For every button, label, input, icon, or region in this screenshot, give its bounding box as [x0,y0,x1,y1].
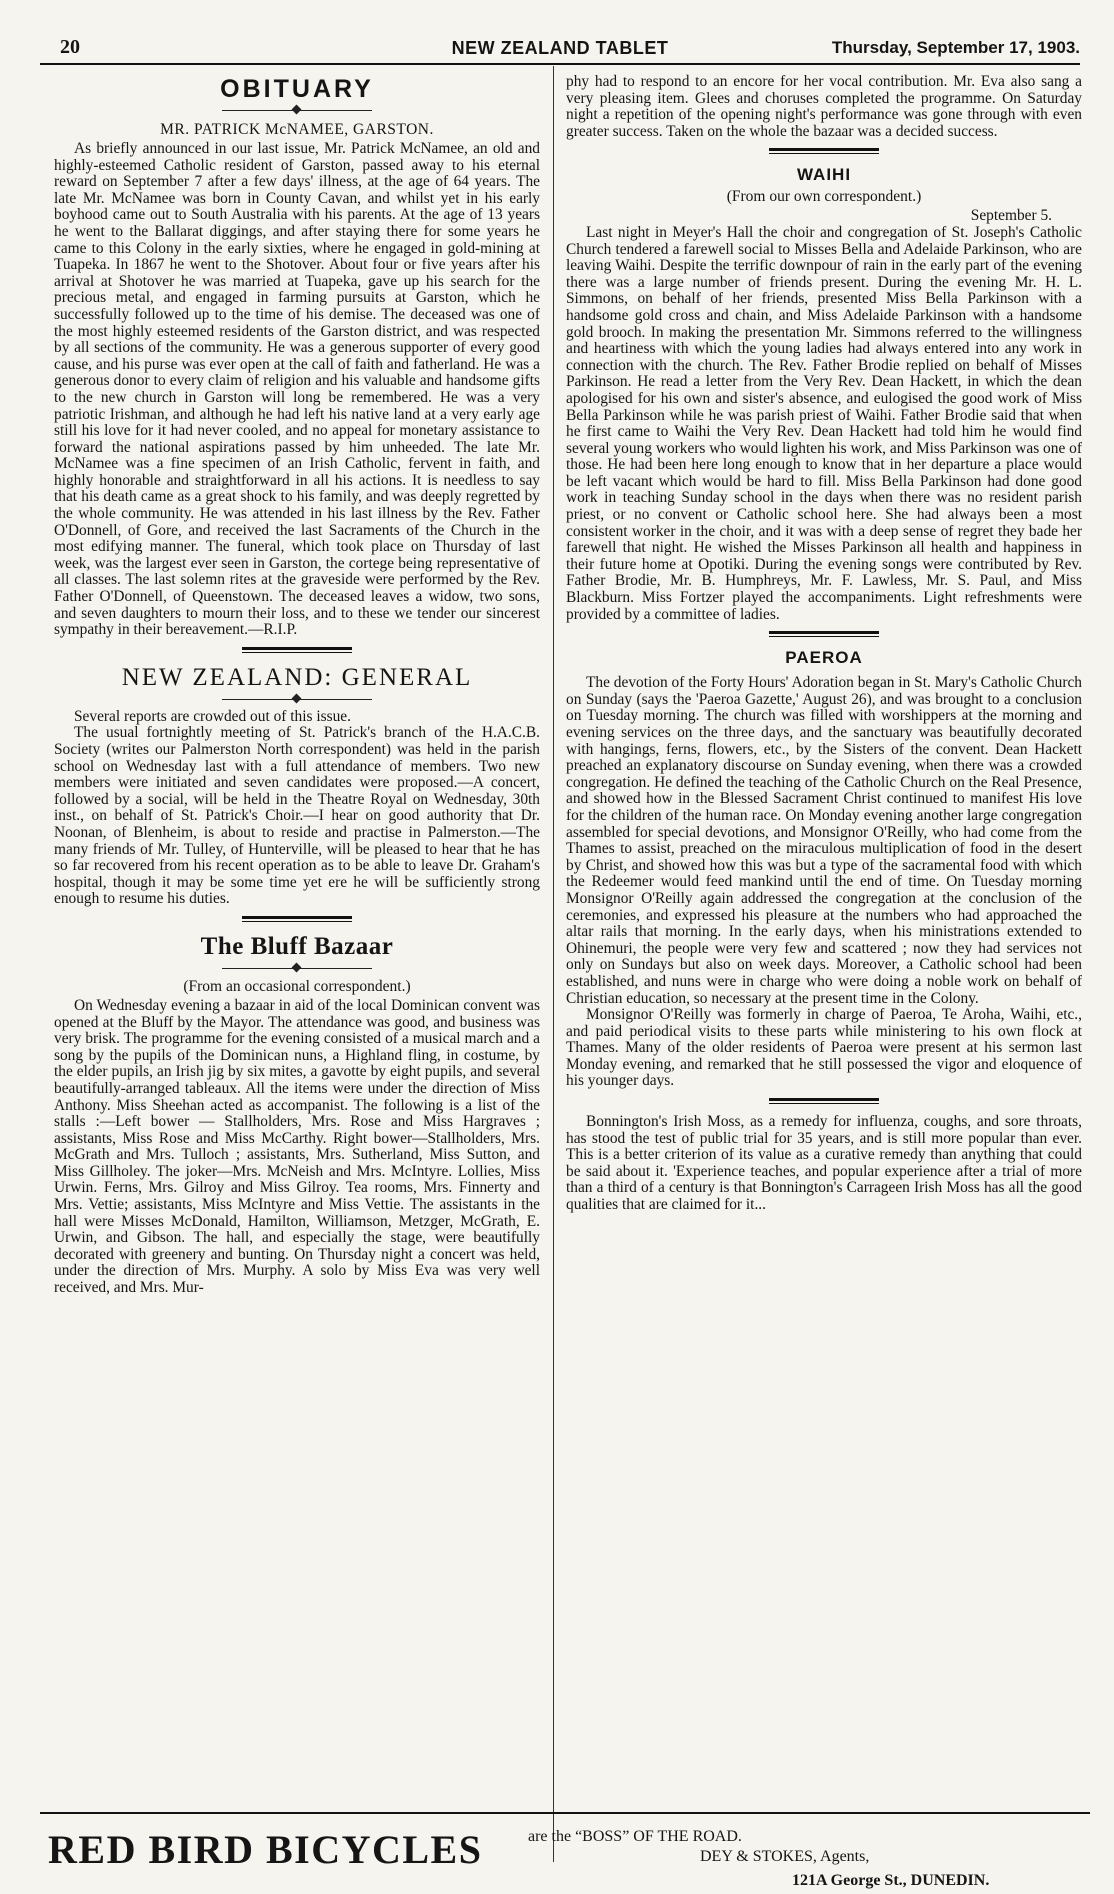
irish-moss-notice: Bonnington's Irish Moss, as a remedy for influenza, coughs, and sore throats, has stood the test of public trial for 35 years, and is still more popular than ever. This is a better criterion of its value as a curative remedy than anything that could be said about it. 'Experience teaches, and popular experience after a trial of more than a third of a century is that Bonnington's Carrageen Irish Moss has all the good qualities that are claimed for it... [566,1113,1082,1214]
obituary-heading: OBITUARY [220,75,374,103]
issue-date: Thursday, September 17, 1903. [831,38,1080,57]
publication-title: NEW ZEALAND TABLET [451,38,669,58]
waihi-dateline: September 5. [970,207,1052,225]
waihi-correspondent: (From our own correspondent.) [726,188,922,206]
bluff-section [54,932,540,1297]
diamond-ornament [222,106,372,115]
obituary-subheading: MR. PATRICK McNAMEE, GARSTON. [160,121,434,138]
section-divider [242,916,352,922]
ad-tagline: are the “BOSS” OF THE ROAD. [528,1828,742,1845]
waihi-heading: WAIHI [796,165,852,185]
general-paragraph: Several reports are crowded out of this issue. [74,707,351,725]
right-column [566,74,1082,1214]
section-divider [242,647,352,653]
section-divider [769,148,879,154]
general-heading: NEW ZEALAND: GENERAL [121,663,473,691]
obituary-section [54,74,540,639]
ad-address: 121A George St., DUNEDIN. [792,1872,990,1889]
diamond-ornament [222,695,372,704]
bluff-correspondent: (From an occasional correspondent.) [183,977,411,995]
section-divider [769,631,879,637]
diamond-ornament [222,964,372,973]
masthead-rule [40,63,1080,65]
general-paragraph: The usual fortnightly meeting of St. Patrick's branch of the H.A.C.B. Society (writes our Palmerston North correspondent) was held in the parish school on Wednesday last with a full attendance of members. Two new members were initiated and seven candidates were proposed.—A concert, followed by a social, will be held in the Theatre Royal on Wednesday, 30th inst., on behalf of St. Patrick's Choir.—I hear on good authority that Dr. Noonan, of Blenheim, is about to reside and practise in Palmerston.—The many friends of Mr. Tulley, of Hunterville, will be pleased to hear that he has so far recovered from his recent operation as to be able to leave Dr. Graham's hospital, though it may be some time yet ere he will be sufficiently strong enough to resume his duties. [54,724,540,908]
paeroa-paragraph: Monsignor O'Reilly was formerly in charge of Paeroa, Te Aroha, Waihi, etc., and paid periodical visits to these parts while ministering to his own flock at Thames. Many of the older residents of Paeroa were present at his sermon last Monday evening, and remarked that he still possessed the vigor and eloquence of his younger days. [566,1006,1082,1090]
paeroa-heading: PAEROA [785,648,863,668]
bluff-heading: The Bluff Bazaar [200,932,394,960]
bluff-body: On Wednesday evening a bazaar in aid of the local Dominican convent was opened at the Bluff by the Mayor. The attendance was good, and business was very brisk. The programme for the evening consisted of a musical march and a song by the pupils of the Dominican nuns, a Highland fling, in costume, by the elder pupils, an Irish jig by six mites, a gavotte by eight pupils, and several beautifully-arranged tableaux. All the items were under the direction of Miss Anthony. Miss Sheehan acted as accompanist. The following is a list of the stalls :—Left bower — Stallholders, Mrs. Rose and Miss Hargraves ; assistants, Miss Rose and Miss McCarthy. Right bower—Stallholders, Mrs. McGrath and Mrs. Tulloch ; assistants, Mrs. Sutherland, Miss Sutton, and Miss Gillholey. The joker—Mrs. McNeish and Mrs. McIntyre. Lollies, Miss Urwin. Ferns, Mrs. Gilroy and Miss Gilroy. Tea rooms, Mrs. Finnerty and Mrs. Vettie; assistants, Miss McIntyre and Miss Vettie. The assistants in the hall were Misses McDonald, Hamilton, Williamson, Metzger, McGrath, E. Urwin, and Gibson. The hall, and especially the stage, were beautifully decorated with greenery and bunting. On Thursday night a concert was held, under the direction of Mrs. Murphy. A solo by Miss Eva was very well received, and Mrs. Mur- [54,996,540,1297]
column-divider [553,66,554,1862]
general-section [54,663,540,908]
page-number: 20 [60,36,80,58]
ad-agents: DEY & STOKES, Agents, [700,1848,870,1865]
bluff-continued: phy had to respond to an encore for her vocal contribution. Mr. Eva also sang a very pleasing item. Glees and choruses completed the programme. On Saturday night a repetition of the opening night's performance was gone through with even greater success. Taken on the whole the bazaar was a decided success. [566,73,1082,140]
paeroa-paragraph: The devotion of the Forty Hours' Adoration began in St. Mary's Catholic Church on Sunday (says the 'Paeroa Gazette,' August 26), and was brought to a conclusion on Tuesday morning. The church was filled with worshippers at the morning and evening services on the three days, and the sanctuary was beautifully decorated with hangings, ferns, flowers, etc., by the Sisters of the convent. Dean Hackett preached an explanatory discourse on Sunday evening, when there was a crowded congregation. He defined the teaching of the Catholic Church on the Real Presence, and showed how in the Blessed Sacrament Christ continued to manifest His love for the children of the human race. On Monday evening another large congregation assembled for special devotions, and Monsignor O'Reilly, who had come from the Thames to assist, preached on the miraculous multiplication of food in the desert by Christ, and showed how this was but a type of the sacramental food with which the Redeemer would feed mankind until the end of time. On Tuesday morning Monsignor O'Reilly again addressed the congregation at the conclusion of the ceremonies, and expressed his pleasure at the numbers who had approached the altar rails that morning. In the early days, when his ministrations extended to Ohinemuri, the people were very few and scattered ; now they had services not only on Sundays but also on week days. Moreover, a Catholic school had been established, and nuns were in charge who were doing a noble work on behalf of Christian education, so necessary at the present time in the Colony. [566,674,1082,1007]
ad-brand: RED BIRD BICYCLES [48,1827,483,1872]
left-column [54,74,540,1303]
waihi-body: Last night in Meyer's Hall the choir and congregation of St. Joseph's Catholic Church tendered a farewell social to Misses Bella and Adelaide Parkinson, who are leaving Waihi. Despite the terrific downpour of rain in the early part of the evening there was a large number of friends present. During the evening Mr. H. L. Simmons, on behalf of her friends, presented Miss Bella Parkinson with a handsome gold cross and chain, and Miss Adelaide Parkinson with a handsome gold brooch. In making the presentation Mr. Simmons referred to the willingness and heartiness with which the young ladies had always entered into any work in connection with the church. The Rev. Father Brodie replied on behalf of Misses Parkinson. He read a letter from the Very Rev. Dean Hackett, in which the dean apologised for his own and sister's absence, and eulogised the good work of Miss Bella Parkinson while he was parish priest of Waihi. Father Brodie said that when he first came to Waihi the Very Rev. Dean Hackett had told him he would find several young workers who would lighten his work, and Miss Parkinson was one of those. He had been here long enough to know that in her departure a place would be left vacant which would be hard to fill. Miss Bella Parkinson had done good work in teaching Sunday school in the days when there was no resident parish priest, or no convent or Catholic school here. She had always been a most consistent worker in the choir, and it was with a deep sense of regret they bade her farewell that night. He wished the Misses Parkinson all health and happiness in their future home at Opotiki. During the evening songs were contributed by Rev. Father Brodie, Mr. B. Humphreys, Mr. F. Lawless, Mr. S. Paul, and Miss Blackburn. Miss Fortzer played the accompaniments. Light refreshments were provided by a committee of ladies. [566,223,1082,623]
waihi-section [566,164,1082,623]
masthead [40,36,1080,66]
paeroa-section [566,647,1082,1090]
advertisement [40,1812,1090,1890]
obituary-body: As briefly announced in our last issue, Mr. Patrick McNamee, an old and highly-esteemed Catholic resident of Garston, passed away to his eternal reward on September 7 after a few days' illness, at the age of 64 years. The late Mr. McNamee was born in County Cavan, and whilst yet in his early boyhood came out to South Australia with his parents. At the age of 13 years he went to the Ballarat diggings, and after staying there for some years he came to this Colony in the early sixties, where he engaged in gold-mining at Tuapeka. In 1867 he went to the Shotover. About four or five years after his arrival at Shotover he was married at Tuapeka, gave up his search for the precious metal, and engaged in farming pursuits at Garston, which he successfully followed up to the time of his demise. The deceased was one of the most highly esteemed residents of the Garston district, and was respected by all sections of the community. He was a generous supporter of every good cause, and his purse was ever open at the call of faith and fatherland. He was a generous donor to every claim of religion and his valuable and handsome gifts to the new church in Garston will long be remembered. He was a very patriotic Irishman, and although he had left his native land at a very early age still his love for it had never cooled, and no appeal for monetary assistance to forward the national aspirations passed by him unheeded. The late Mr. McNamee was a fine specimen of an Irish Catholic, fervent in faith, and highly honorable and straightforward in all his actions. It is needless to say that his death came as a great shock to his family, and was deeply regretted by the whole community. He was attended in his last illness by the Rev. Father O'Donnell, of Gore, and received the last Sacraments of the Church in the most edifying manner. The funeral, which took place on Thursday of last week, was the largest ever seen in Garston, the cortege being representative of all classes. The last solemn rites at the graveside were performed by the Rev. Father O'Donnell, of Queenstown. The deceased leaves a widow, two sons, and seven daughters to mourn their loss, and to these we tender our sincerest sympathy in their bereavement.—R.I.P. [54,140,540,639]
section-divider [769,1098,879,1104]
